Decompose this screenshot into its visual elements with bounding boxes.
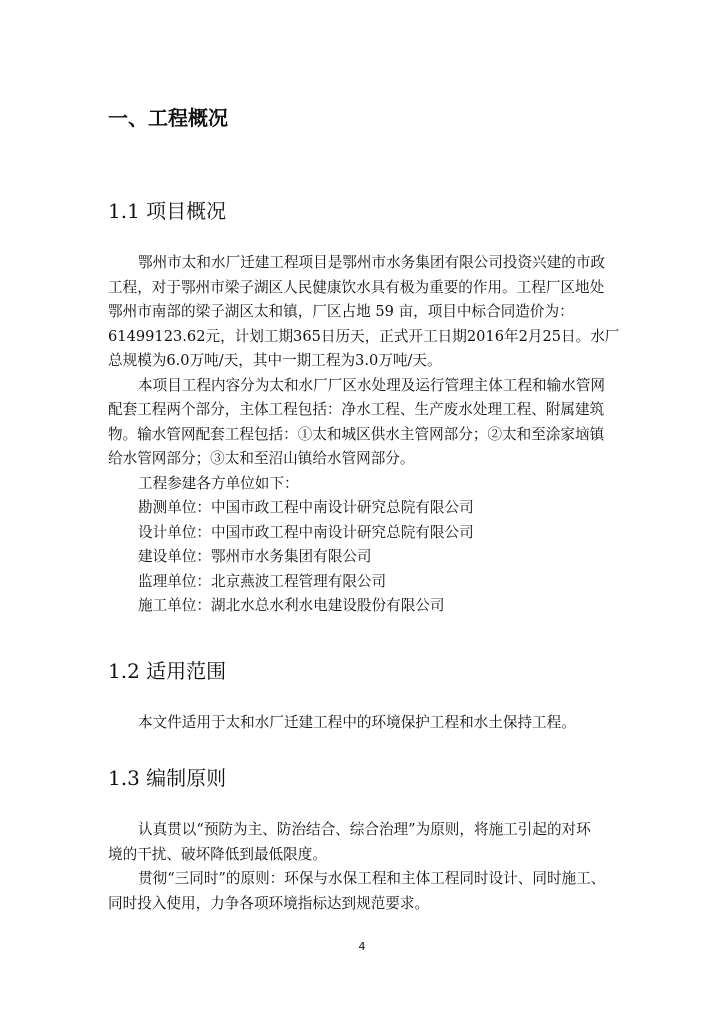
text-line: 配套工程两个部分，主体工程包括：净水工程、生产废水处理工程、附属建筑 (108, 401, 605, 418)
text-line: 工程，对于鄂州市梁子湖区人民健康饮水具有极为重要的作用。工程厂区地处 (108, 278, 605, 296)
parties-list (108, 496, 618, 619)
party-supervision: 监理单位：北京燕波工程管理有限公司 (138, 572, 387, 590)
scope-of-works-paragraph (108, 374, 618, 472)
text-line: 鄂州市南部的梁子湖区太和镇，厂区占地 59 亩，项目中标合同造价为： (108, 303, 574, 320)
text-line: 境的干扰、破坏降低到最低限度。 (108, 845, 327, 863)
text-line: 本项目工程内容分为太和水厂厂区水处理及运行管理主体工程和输水管网 (138, 376, 606, 394)
project-overview-paragraph (108, 251, 618, 374)
text-line: 贯彻“三同时”的原则：环保与水保工程和主体工程同时设计、同时施工、 (138, 870, 606, 887)
applicability-paragraph (108, 711, 618, 736)
party-design: 设计单位：中国市政工程中南设计研究总院有限公司 (138, 523, 474, 541)
text-line: 本文件适用于太和水厂迁建工程中的环境保护工程和水土保持工程。 (138, 714, 576, 731)
section-1-1-title: 1.1 项目概况 (108, 199, 227, 223)
section-1-2-body (108, 711, 618, 736)
party-survey: 勘测单位：中国市政工程中南设计研究总院有限公司 (138, 499, 474, 516)
text-line: 物。输水管网配套工程包括：①太和城区供水主管网部分；②太和至涂家垴镇 (108, 425, 605, 443)
section-1-3-body (108, 818, 618, 916)
section-1-3-title: 1.3 编制原则 (108, 766, 227, 790)
text-line: 61499123.62元，计划工期365日历天，正式开工日期2016年2月25日。水厂 (108, 327, 620, 345)
text-line: 同时投入使用，力争各项环境指标达到规范要求。 (108, 894, 430, 912)
page-number: 4 (358, 940, 366, 953)
text-line: 总规模为6.0万吨/天，其中一期工程为3.0万吨/天。 (108, 352, 442, 369)
text-line: 给水管网部分；③太和至沼山镇给水管网部分。 (108, 450, 415, 467)
text-line: 认真贯以“预防为主、防治结合、综合治理”为原则，将施工引起的对环 (138, 821, 591, 838)
party-construction: 施工单位：湖北水总水利水电建设股份有限公司 (138, 597, 445, 614)
principle-three-simultaneous-paragraph (108, 867, 618, 916)
section-1-1-body (108, 251, 618, 619)
party-owner: 建设单位：鄂州市水务集团有限公司 (138, 548, 372, 565)
principle-prevention-paragraph (108, 818, 618, 867)
parties-intro (108, 472, 618, 497)
text-line: 鄂州市太和水厂迁建工程项目是鄂州市水务集团有限公司投资兴建的市政 (138, 254, 606, 271)
section-1-2-title: 1.2 适用范围 (108, 659, 227, 683)
chapter-title: 一、工程概况 (108, 106, 228, 130)
text-line: 工程参建各方单位如下： (138, 474, 299, 492)
